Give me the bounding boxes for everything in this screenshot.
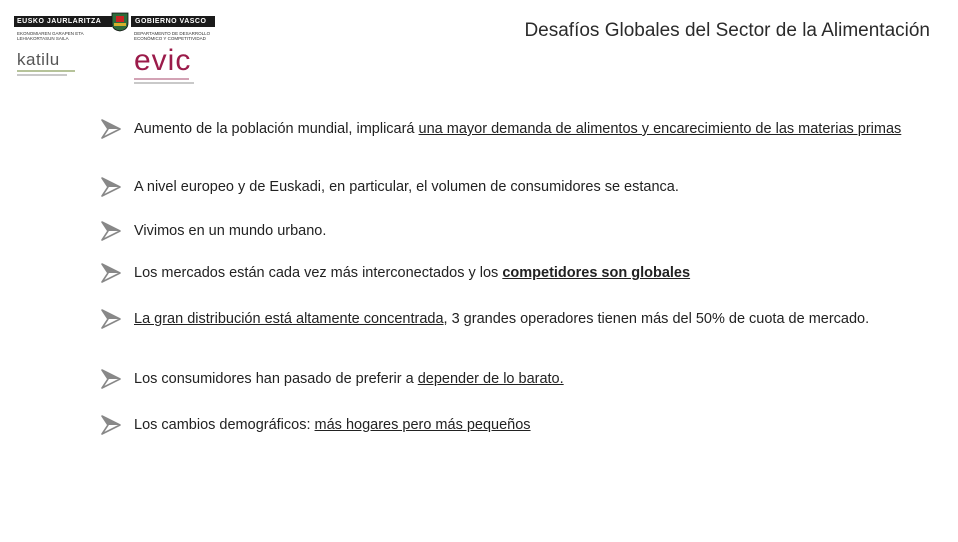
arrow-bullet-icon <box>100 368 122 390</box>
bullet-text-part: , 3 grandes operadores tienen más del 50% de cuota de mercado. <box>443 311 870 327</box>
evic-logo: evic <box>134 44 192 77</box>
bullet-text <box>134 312 924 326</box>
arrow-bullet-icon <box>100 262 122 284</box>
page-title: Desafíos Globales del Sector de la Alimentación <box>524 20 930 41</box>
bullet-text <box>134 418 924 432</box>
bullet-emphasis: depender de lo barato. <box>417 371 564 387</box>
basque-seal-icon <box>111 12 129 32</box>
bullet-text <box>134 372 924 386</box>
katilu-logo-sub <box>17 70 87 76</box>
bullet-text <box>134 224 924 238</box>
gov-right-sub: DEPARTAMENTO DE DESARROLLO ECONÓMICO Y COMPETITIVIDAD <box>134 31 211 41</box>
gov-right-label: GOBIERNO VASCO <box>131 16 215 27</box>
evic-logo-sub <box>134 78 204 84</box>
arrow-bullet-icon <box>100 308 122 330</box>
bullet-text <box>134 122 924 136</box>
arrow-bullet-icon <box>100 176 122 198</box>
arrow-bullet-icon <box>100 118 122 140</box>
logo-block <box>14 10 219 90</box>
bullet-text <box>134 266 924 280</box>
bullet-emphasis: más hogares pero más pequeños <box>314 417 531 433</box>
bullet-text-part: Los cambios demográficos: <box>134 417 315 433</box>
bullet-emphasis: una mayor demanda de alimentos y encarecimiento de las materias primas <box>418 121 902 137</box>
arrow-bullet-icon <box>100 220 122 242</box>
bullet-emphasis: competidores son globales <box>502 265 691 281</box>
bullet-text-part: Los mercados están cada vez más interconectados y los <box>134 265 503 281</box>
bullet-text-part: Vivimos en un mundo urbano. <box>134 223 327 239</box>
bullet-text <box>134 180 924 194</box>
gov-left-label: EUSKO JAURLARITZA <box>14 16 112 27</box>
bullet-text-part: Los consumidores han pasado de preferir a <box>134 371 418 387</box>
katilu-logo: katilu <box>17 50 60 69</box>
arrow-bullet-icon <box>100 414 122 436</box>
gov-left-sub: EKONOMIAREN GARAPEN ETA LEHIAKORTASUN SAILA <box>17 31 84 41</box>
bullet-text-part: A nivel europeo y de Euskadi, en particular, el volumen de consumidores se estanca. <box>134 179 679 195</box>
bullet-text-part: Aumento de la población mundial, implicará <box>134 121 419 137</box>
bullet-emphasis: La gran distribución está altamente concentrada <box>134 311 444 327</box>
